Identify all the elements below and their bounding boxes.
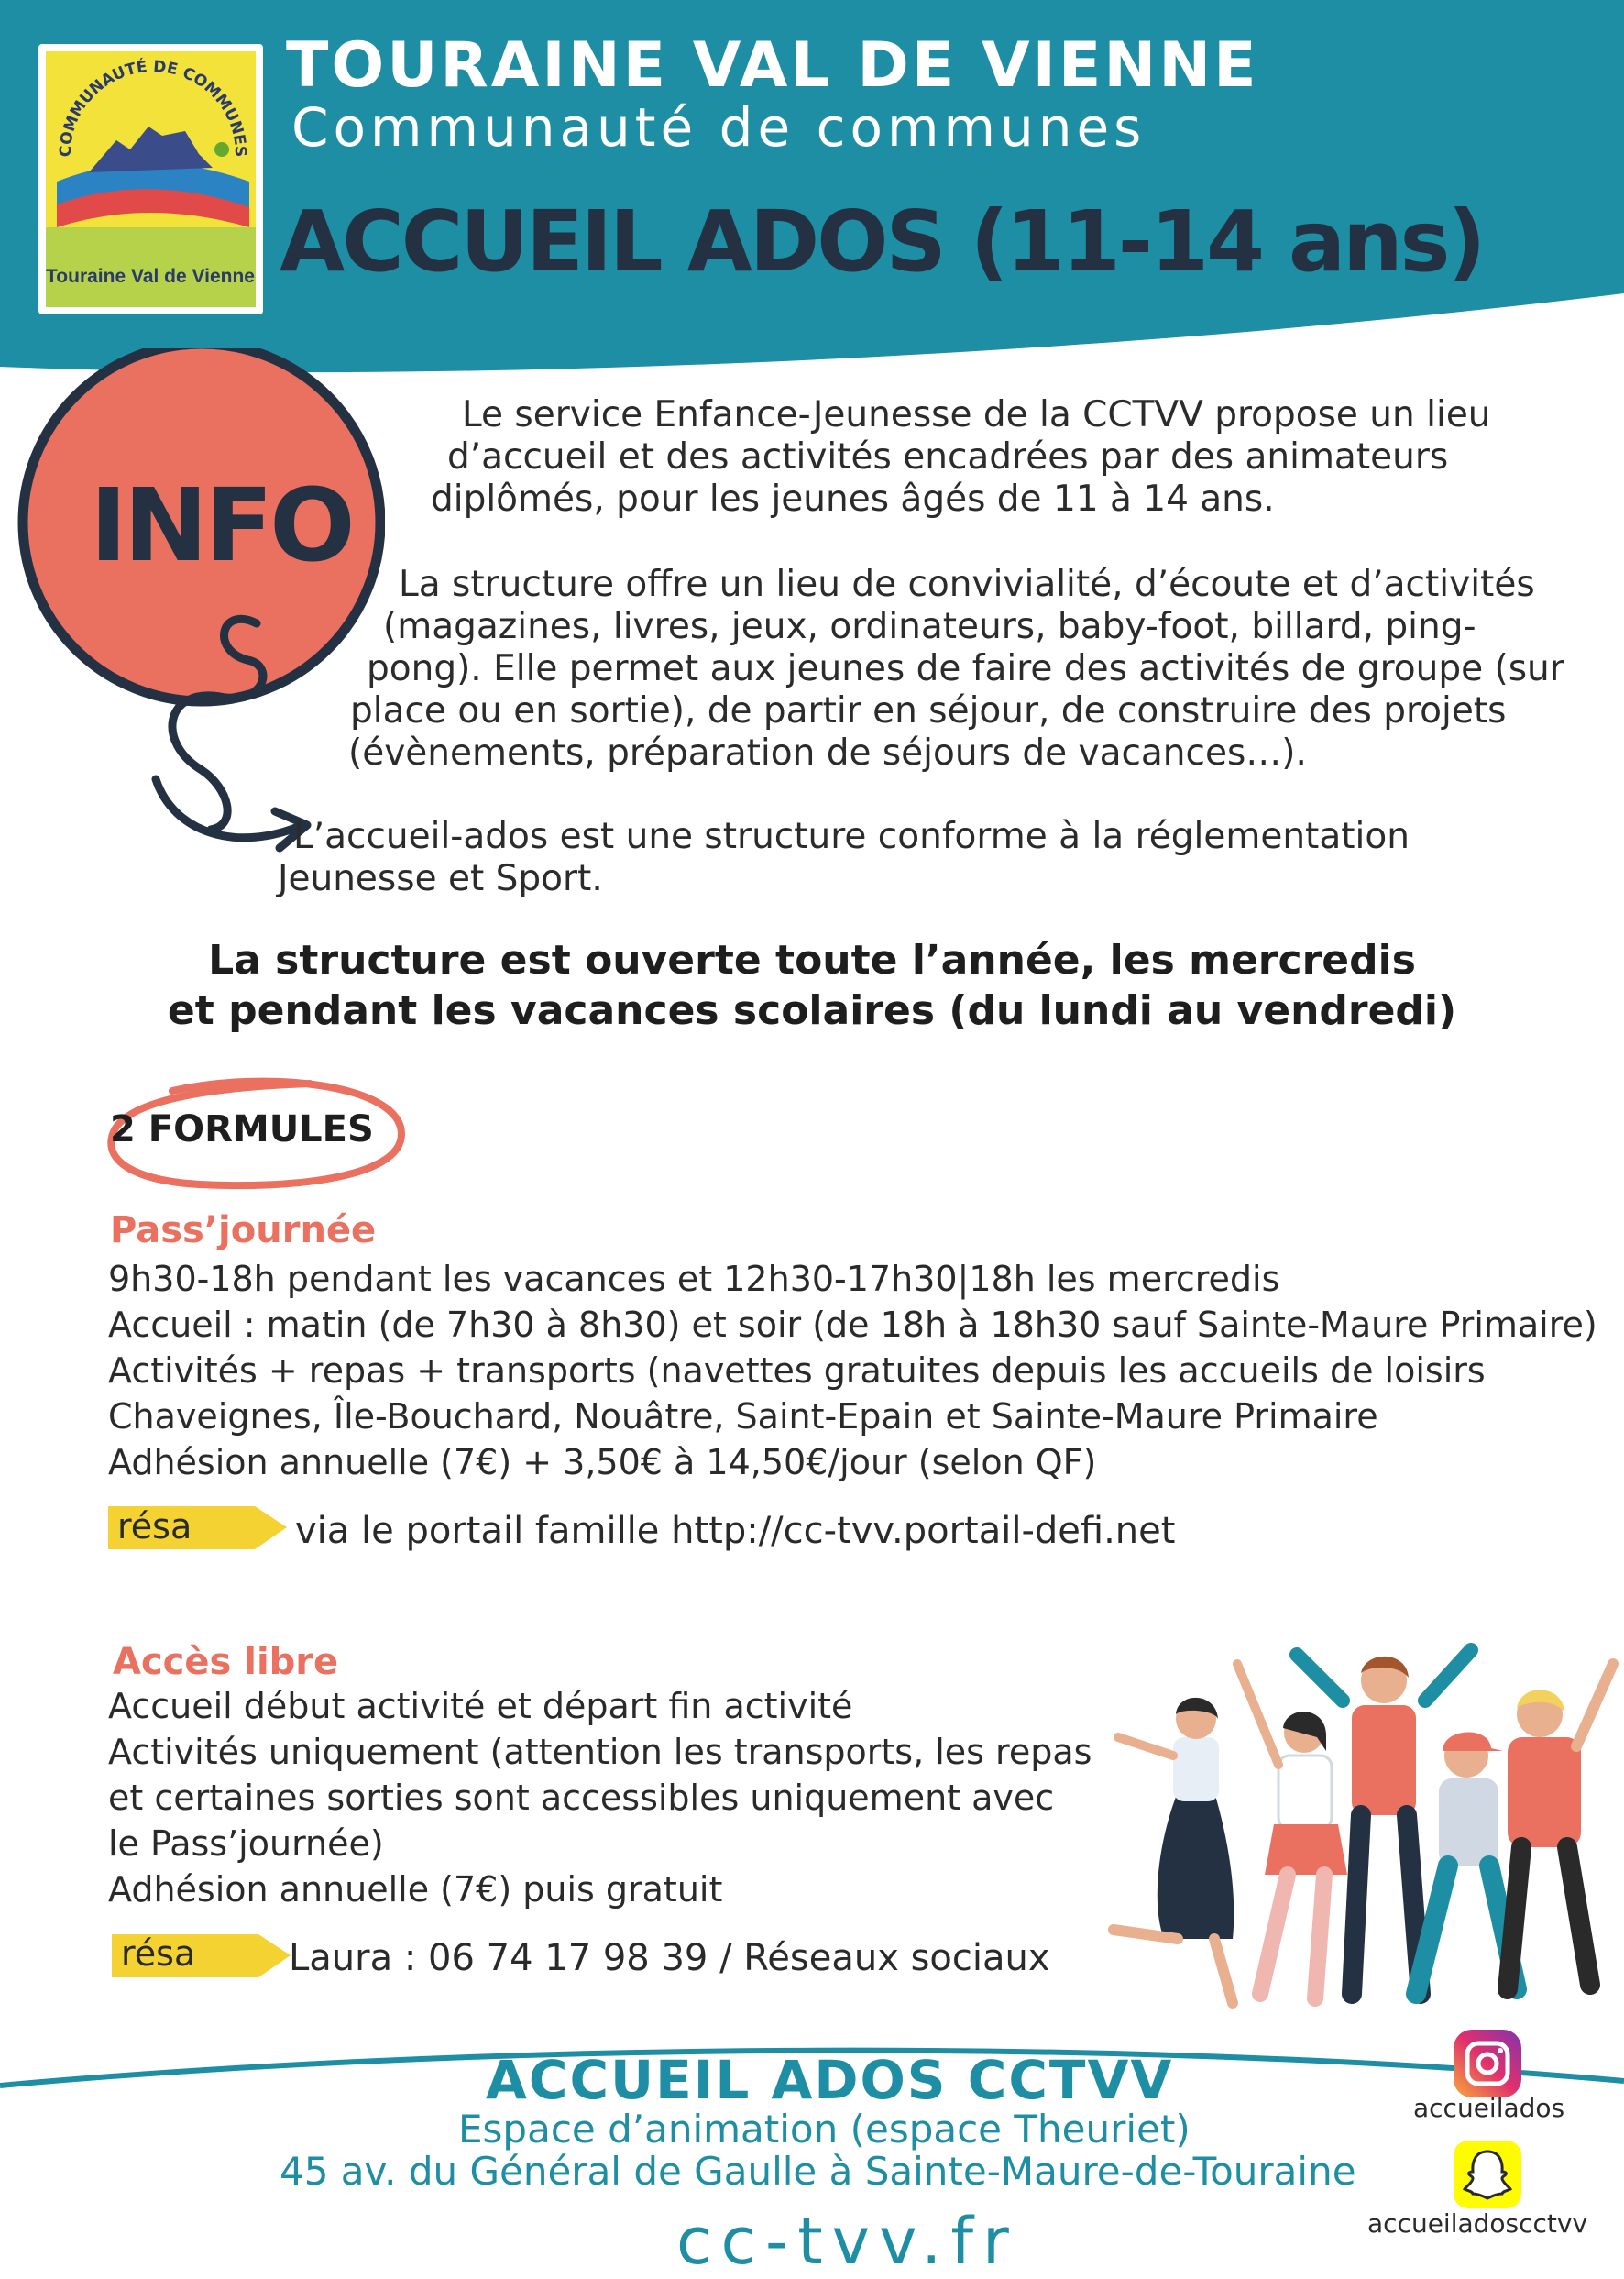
text-line: diplômés, pour les jeunes âgés de 11 à 14 ans. xyxy=(431,479,1275,520)
pass-journee-details xyxy=(108,1256,1597,1485)
text-line: L’accueil-ados est une structure conforme à la réglementation xyxy=(293,816,1410,857)
acces-libre-details xyxy=(108,1683,1092,1912)
resa-label-2: résa xyxy=(121,1933,196,1974)
footer-location: Espace d’animation (espace Theuriet) xyxy=(458,2107,1191,2152)
info-label: INFO xyxy=(90,467,352,584)
acces-libre-booking: Laura : 06 74 17 98 39 / Réseaux sociaux xyxy=(289,1937,1050,1979)
pass-journee-booking: via le portail famille http://cc-tvv.portail-defi.net xyxy=(295,1510,1176,1552)
opening-hours-notice xyxy=(0,935,1624,1036)
text-line: Le service Enfance-Jeunesse de la CCTVV propose un lieu xyxy=(462,394,1491,435)
text-line: Accueil début activité et départ fin activité xyxy=(108,1686,853,1726)
text-line: Adhésion annuelle (7€) + 3,50€ à 14,50€/jour (selon QF) xyxy=(108,1442,1097,1482)
text-line: Activités uniquement (attention les transports, les repas xyxy=(108,1732,1092,1772)
text-line: Jeunesse et Sport. xyxy=(278,858,603,899)
page-title: ACCUEIL ADOS (11-14 ans) xyxy=(280,193,1484,291)
org-name: TOURAINE VAL DE VIENNE xyxy=(286,29,1259,102)
text-line: place ou en sortie), de partir en séjour, de construire des projets xyxy=(350,690,1507,732)
teenagers-illustration xyxy=(1077,1627,1624,2017)
snapchat-icon[interactable] xyxy=(1452,2139,1523,2210)
text-line: le Pass’journée) xyxy=(108,1823,384,1864)
text-line: Accueil : matin (de 7h30 à 8h30) et soir (de 18h à 18h30 sauf Sainte-Maure Primaire) xyxy=(108,1305,1597,1345)
logo xyxy=(38,44,263,314)
text-line: (magazines, livres, jeux, ordinateurs, baby-foot, billard, ping- xyxy=(383,606,1476,647)
info-paragraph-1 xyxy=(431,394,1491,521)
instagram-handle[interactable]: accueilados xyxy=(1413,2093,1565,2123)
text-line: La structure est ouverte toute l’année, les mercredis xyxy=(208,937,1416,984)
formules-label: 2 FORMULES xyxy=(110,1108,374,1151)
text-line: (évènements, préparation de séjours de vacances…). xyxy=(348,732,1307,774)
text-line: 9h30-18h pendant les vacances et 12h30-17h30|18h les mercredis xyxy=(108,1259,1280,1299)
footer-address: 45 av. du Général de Gaulle à Sainte-Maure-de-Touraine xyxy=(280,2149,1356,2194)
instagram-icon[interactable] xyxy=(1452,2028,1523,2099)
text-line: et pendant les vacances scolaires (du lundi au vendredi) xyxy=(167,987,1457,1034)
resa-label-1: résa xyxy=(117,1506,192,1547)
text-line: pong). Elle permet aux jeunes de faire des activités de groupe (sur xyxy=(367,648,1564,689)
logo-caption: Touraine Val de Vienne xyxy=(46,266,255,287)
footer-title: ACCUEIL ADOS CCTVV xyxy=(486,2049,1174,2111)
text-line: Adhésion annuelle (7€) puis gratuit xyxy=(108,1869,723,1910)
info-paragraph-2 xyxy=(348,564,1564,775)
text-line: Chaveignes, Île-Bouchard, Nouâtre, Saint-Epain et Sainte-Maure Primaire xyxy=(108,1396,1378,1437)
acces-libre-title: Accès libre xyxy=(113,1641,339,1683)
info-circle-graphic xyxy=(0,348,385,862)
info-paragraph-3 xyxy=(278,816,1410,900)
pass-journee-title: Pass’journée xyxy=(110,1209,377,1251)
footer-website-link[interactable]: cc-tvv.fr xyxy=(676,2204,1018,2279)
text-line: Activités + repas + transports (navettes gratuites depuis les accueils de loisirs xyxy=(108,1350,1486,1391)
text-line: et certaines sorties sont accessibles uniquement avec xyxy=(108,1778,1055,1818)
org-subtitle: Communauté de communes xyxy=(291,96,1147,159)
text-line: d’accueil et des activités encadrées par des animateurs xyxy=(447,436,1449,478)
text-line: La structure offre un lieu de convivialité, d’écoute et d’activités xyxy=(399,564,1535,605)
logo-arc-text: COMMUNAUTÉ DE COMMUNES xyxy=(56,57,250,158)
snapchat-handle[interactable]: accueiladoscctvv xyxy=(1367,2208,1588,2239)
